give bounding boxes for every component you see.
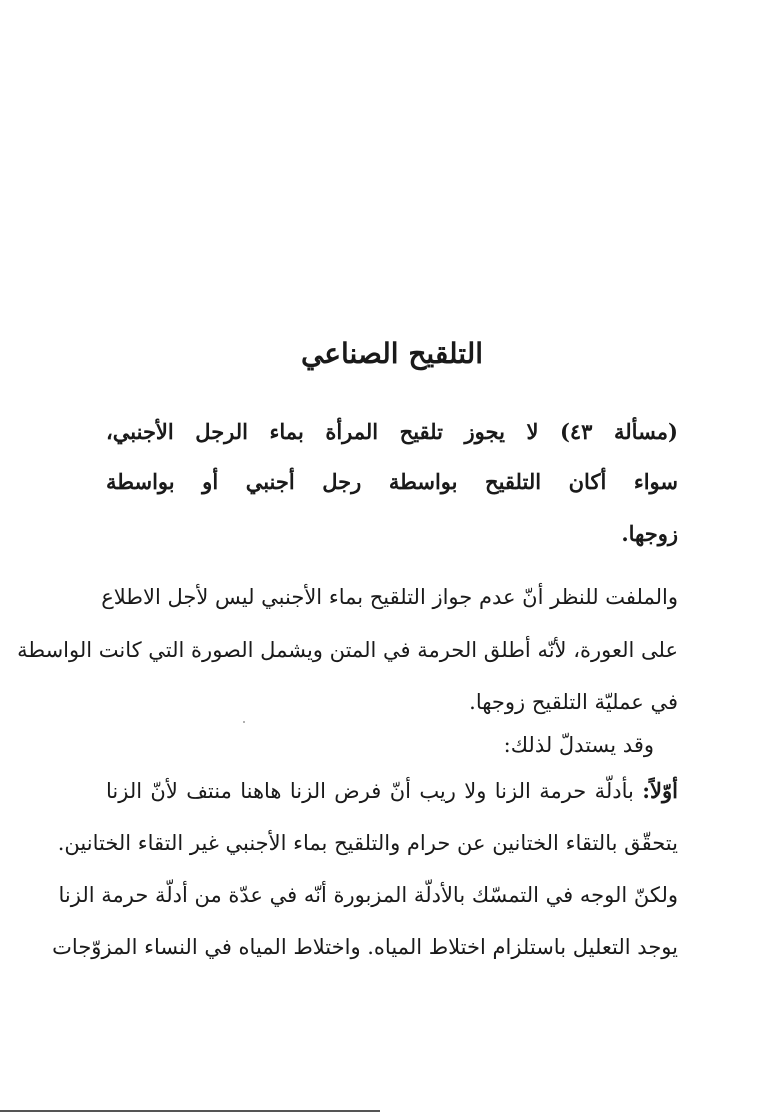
masala-line-1: (مسألة ٤٣) لا يجوز تلقيح المرأة بماء الرجل الأجنبي، (106, 419, 678, 444)
first-point-line (106, 771, 678, 811)
body-line-3: يوجد التعليل باستلزام اختلاط المياه. واختلاط المياه في النساء المزوّجات (52, 935, 678, 959)
masala-line-3: زوجها. (621, 521, 678, 546)
note-line-2: على العورة، لأنّه أطلق الحرمة في المتن ويشمل الصورة التي كانت الواسطة (17, 638, 678, 662)
masala-line-2: سواء أكان التلقيح بواسطة رجل أجنبي أو بواسطة (106, 469, 678, 494)
body-line-1: يتحقّق بالتقاء الختانين عن حرام والتلقيح بماء الأجنبي غير التقاء الختانين. (57, 831, 678, 855)
section-heading: التلقيح الصناعي (300, 337, 484, 370)
note-line-1: والملفت للنظر أنّ عدم جواز التلقيح بماء الأجنبي ليس لأجل الاطلاع (101, 585, 678, 609)
first-point-label: أوّلاً: (642, 778, 678, 803)
scan-speck (243, 721, 245, 723)
intro-line: وقد يستدلّ لذلك: (503, 733, 654, 757)
bottom-rule (0, 1110, 380, 1112)
first-point-text: بأدلّة حرمة الزنا ولا ريب أنّ فرض الزنا هاهنا منتف لأنّ الزنا (106, 779, 634, 803)
body-line-2: ولكنّ الوجه في التمسّك بالأدلّة المزبورة أنّه في عدّة من أدلّة حرمة الزنا (58, 883, 678, 907)
note-line-3: في عمليّة التلقيح زوجها. (469, 690, 678, 714)
